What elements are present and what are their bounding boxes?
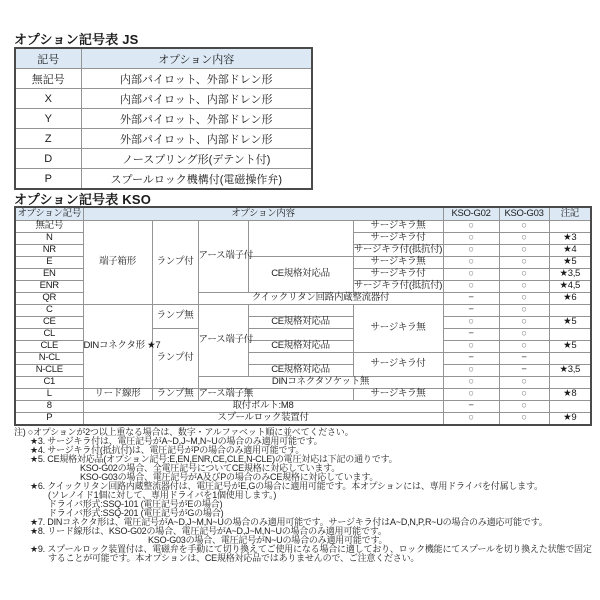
table-cell: −: [443, 353, 499, 365]
table-cell: ○: [443, 281, 499, 293]
table-cell: クイックリタン回路内蔵整流器付: [198, 293, 443, 305]
note-line: ★4. サージキラ付(抵抗付)は、電圧記号がPの場合のみ適用可能です。: [30, 445, 305, 455]
js-table-title: オプション記号表 JS: [14, 32, 139, 47]
table-cell: ★5: [549, 257, 591, 269]
table-cell: ランプ付: [152, 221, 198, 305]
table-cell: 無記号: [15, 69, 81, 89]
table-cell: サージキラ付: [353, 233, 443, 245]
table-cell: ★6: [549, 293, 591, 305]
table-cell: ○: [499, 317, 549, 329]
table-cell: ○: [499, 281, 549, 293]
table-cell: ○: [443, 317, 499, 329]
table-cell: アース端子無: [198, 388, 253, 400]
table-cell: サージキラ無: [353, 389, 443, 401]
table-cell: スプールロック装置付: [83, 413, 443, 426]
table-cell: [248, 305, 353, 317]
table-cell: ランプ無: [152, 305, 198, 329]
table-cell: N-CLE: [15, 365, 83, 377]
note-line: ★6. クイックリタン回路内蔵整流器付は、電圧記号がE,Gの場合に適用可能です。本オプションには、専用ドライバを付属します。: [30, 481, 543, 491]
table-cell: ★4,5: [549, 281, 591, 293]
table-row: [15, 169, 312, 190]
table-row: [15, 149, 312, 169]
table-cell: ランプ付: [152, 329, 198, 389]
table-cell: サージキラ付(抵抗付): [353, 280, 443, 292]
table-row: [15, 401, 591, 413]
table-cell: 外部パイロット、内部ドレン形: [81, 129, 312, 149]
table-cell: [248, 353, 353, 365]
table-cell: ○: [499, 257, 549, 269]
table-cell: CE規格対応品: [248, 317, 353, 329]
table-cell: CLE: [15, 341, 83, 353]
table-cell: ★5: [549, 341, 591, 353]
table-cell: C1: [15, 377, 83, 389]
note-line: ★8. リード線形は、KSO-G02の場合、電圧記号がA~D,J~M,N~Uの場合のみ適用可能です。: [30, 526, 387, 536]
header-cell: KSO-G02: [443, 207, 499, 221]
table-cell: [549, 305, 591, 317]
table-cell: ○: [499, 389, 549, 401]
header-row: [15, 207, 591, 221]
note-line: KSO-G02の場合、全電圧記号についてCE規格に対応しています。: [80, 463, 341, 473]
note-line: することが可能です。本オプションは、CE規格対応品ではありませんので、ご注意ください。: [48, 553, 420, 563]
table-cell: ○: [443, 377, 499, 389]
table-cell: ランプ無: [152, 389, 198, 401]
table-cell: CE規格対応品: [248, 365, 353, 377]
header-cell: オプション記号: [15, 207, 83, 221]
option-symbol-table-js: [14, 47, 313, 190]
table-row: [15, 413, 591, 426]
table-cell: [549, 377, 591, 389]
table-cell: EN: [15, 269, 83, 281]
table-cell: ○: [443, 413, 499, 426]
table-cell: [549, 401, 591, 413]
note-line: ★7. DINコネクタ形は、電圧記号がA~D,J~M,N~Uの場合のみ適用可能です。サージキラ付はA~D,N,P,R~Uの場合のみ適応可能です。: [30, 517, 548, 527]
table-cell: サージキラ付: [353, 353, 443, 377]
table-cell: QR: [15, 293, 83, 305]
table-cell: ノースプリング形(デテント付): [81, 149, 312, 169]
note-line: (ソレノイド1個に対して、専用ドライバを1個使用します。): [48, 490, 277, 500]
table-cell: −: [443, 293, 499, 305]
table-cell: ○: [499, 221, 549, 233]
table-cell: CE規格対応品: [248, 341, 353, 353]
table-cell: Y: [15, 109, 81, 129]
table-row: [15, 305, 591, 317]
table-cell: −: [499, 353, 549, 365]
header-cell: KSO-G03: [499, 207, 549, 221]
table-cell: ○: [443, 233, 499, 245]
table-cell: [549, 353, 591, 365]
table-cell: サージキラ付(抵抗付): [353, 244, 443, 256]
table-cell: 端子箱形: [83, 221, 152, 305]
table-cell: ○: [499, 269, 549, 281]
table-cell: リード線形: [83, 389, 152, 401]
note-line: ドライバ形式:SSQ-201 (電圧記号がGの場合): [48, 508, 224, 518]
table-cell: −: [443, 329, 499, 341]
note-line: 注) ○オプションが2つ以上重なる場合は、数字・アルファベット順に並べてください。: [14, 427, 354, 437]
table-cell: ○: [499, 341, 549, 353]
table-cell: ○: [499, 401, 549, 413]
table-cell: DINコネクタ形 ★7: [83, 305, 152, 389]
table-cell: 無記号: [15, 221, 83, 233]
note-line: ★9. スプールロック装置付は、電磁弁を手動にて切り換えてご使用になる場合に適しており、ロック機能にてスプールを切り換えた状態で固定: [30, 544, 592, 554]
table-cell: N-CL: [15, 353, 83, 365]
table-cell: P: [15, 413, 83, 426]
table-cell: C: [15, 305, 83, 317]
note-line: ★5. CE規格対応品(オプション記号:E,EN,ENR,CE,CLE,N-CLE)の電圧対応は下記の通りです。: [30, 454, 398, 464]
table-cell: ○: [443, 257, 499, 269]
table-row: [15, 69, 312, 89]
table-cell: ★3,5: [549, 269, 591, 281]
footnotes: [0, 428, 600, 563]
table-cell: ○: [443, 389, 499, 401]
table-cell: ○: [499, 377, 549, 389]
header-row: [15, 48, 312, 69]
note-line: ★3. サージキラ付は、電圧記号がA~D,J~M,N~Uの場合のみ適用可能です。: [30, 436, 323, 446]
table-cell: [549, 221, 591, 233]
option-symbol-table-kso: [14, 206, 592, 426]
table-cell: [248, 389, 353, 401]
table-cell: −: [443, 305, 499, 317]
table-row: [15, 89, 312, 109]
table-cell: D: [15, 149, 81, 169]
table-cell: アース端子付: [198, 305, 248, 377]
table-cell: サージキラ無: [353, 257, 443, 269]
note-line: ドライバ形式:SSQ-101 (電圧記号がEの場合): [48, 499, 223, 509]
table-cell: ○: [443, 221, 499, 233]
table-cell: −: [443, 401, 499, 413]
note-line: KSO-G03の場合、電圧記号がA及びPの場合のみCE規格に対応しています。: [80, 472, 379, 482]
table-cell: ★3,5: [549, 365, 591, 377]
table-cell: DINコネクタソケット無: [198, 377, 443, 389]
table-cell: ○: [443, 341, 499, 353]
table-cell: CL: [15, 329, 83, 341]
table-row: [15, 389, 591, 401]
table-cell: CE規格対応品: [248, 257, 353, 293]
table-cell: CE: [15, 317, 83, 329]
table-cell: E: [15, 257, 83, 269]
table-cell: ★4: [549, 245, 591, 257]
kso-table-title: オプション記号表 KSO: [14, 192, 152, 207]
table-cell: 8: [15, 401, 83, 413]
table-cell: ○: [499, 329, 549, 341]
table-cell: ○: [443, 269, 499, 281]
table-cell: サージキラ付: [353, 269, 443, 281]
note-line: KSO-G03の場合、電圧記号がN~Uの場合のみ適用可能です。: [148, 535, 388, 545]
table-cell: ○: [499, 233, 549, 245]
table-cell: ○: [499, 305, 549, 317]
table-cell: P: [15, 169, 81, 190]
table-cell: N: [15, 233, 83, 245]
table-cell: ★8: [549, 389, 591, 401]
table-cell: L: [15, 389, 83, 401]
table-cell: ○: [443, 365, 499, 377]
table-cell: ENR: [15, 281, 83, 293]
table-cell: 内部パイロット、外部ドレン形: [81, 69, 312, 89]
table-cell: ○: [499, 413, 549, 426]
header-cell: オプション内容: [81, 48, 312, 69]
table-cell: ★5: [549, 317, 591, 329]
table-cell: ○: [499, 245, 549, 257]
table-cell: ★3: [549, 233, 591, 245]
header-cell: 記号: [15, 48, 81, 69]
table-cell: 外部パイロット、外部ドレン形: [81, 109, 312, 129]
table-cell: 取付ボルト:M8: [83, 401, 443, 413]
table-cell: スプールロック機構付(電磁操作弁): [81, 169, 312, 190]
table-cell: サージキラ無: [353, 221, 443, 233]
table-cell: X: [15, 89, 81, 109]
table-cell: NR: [15, 245, 83, 257]
table-row: [15, 221, 591, 233]
table-cell: −: [499, 365, 549, 377]
table-cell: [248, 221, 353, 257]
table-row: [15, 129, 312, 149]
table-cell: サージキラ無: [353, 305, 443, 353]
table-cell: ○: [499, 293, 549, 305]
table-cell: [549, 329, 591, 341]
table-row: [15, 109, 312, 129]
table-cell: 内部パイロット、内部ドレン形: [81, 89, 312, 109]
header-cell: 注記: [549, 207, 591, 221]
header-cell: オプション内容: [83, 207, 443, 221]
table-cell: [248, 329, 353, 341]
table-cell: アース端子付: [198, 221, 248, 293]
table-cell: Z: [15, 129, 81, 149]
table-cell: ○: [443, 245, 499, 257]
table-cell: ★9: [549, 413, 591, 426]
